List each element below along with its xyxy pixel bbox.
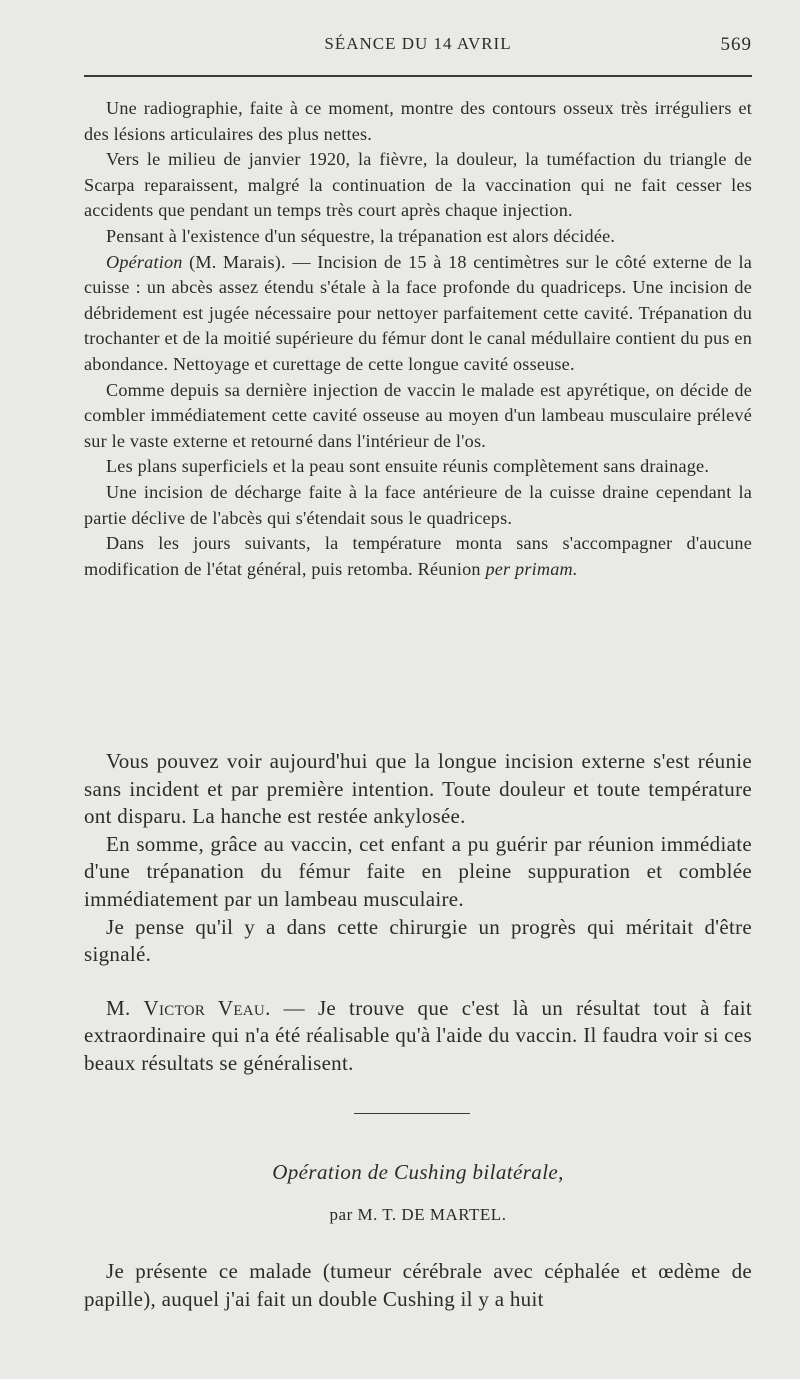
paragraph: Comme depuis sa dernière injection de vaccin le malade est apyrétique, on décide de combler immédiatement cette cavité osseuse au moyen d'un lambeau musculaire prélevé sur le vaste externe et retourné dans l'intérieur de l'os. bbox=[84, 379, 752, 451]
paragraph: Dans les jours suivants, la température monta sans s'accompagner d'aucune modification de l'état général, puis retomba. Réunion per primam. bbox=[84, 533, 752, 579]
veau-comment: M. Victor Veau. — Je trouve que c'est là un résultat tout à fait extraordinaire qui n'a été réalisable qu'à l'aide du vaccin. Il faudra voir si ces beaux résultats se généralisent. bbox=[84, 995, 753, 1075]
section-title: Opération de Cushing bilatérale, bbox=[272, 1160, 564, 1184]
final-block bbox=[84, 1258, 752, 1313]
running-header bbox=[84, 34, 752, 60]
section-separator bbox=[354, 1113, 470, 1114]
paragraph: Je pense qu'il y a dans cette chirurgie un progrès qui méritait d'être signalé. bbox=[84, 914, 752, 967]
page-number: 569 bbox=[720, 34, 752, 55]
section-author: par M. T. DE MARTEL. bbox=[329, 1205, 507, 1224]
paragraph: Vers le milieu de janvier 1920, la fièvre, la douleur, la tuméfaction du triangle de Scarpa reparaissent, malgré la continuation de la vaccination qui ne fait cesser les accidents que pendant un temps très court après chaque injection. bbox=[84, 149, 752, 221]
operation-paragraph bbox=[84, 250, 752, 378]
paragraph: Vous pouvez voir aujourd'hui que la longue incision externe s'est réunie sans incident et par première intention. Toute douleur et toute température ont disparu. La hanche est restée ankylosée. bbox=[84, 749, 752, 829]
header-rule bbox=[84, 75, 752, 77]
paragraph: Une incision de décharge faite à la face antérieure de la cuisse draine cependant la partie déclive de l'abcès qui s'étendait sous le quadriceps. bbox=[84, 481, 752, 528]
discussion-block bbox=[84, 748, 752, 1078]
speaker-name: Victor Veau bbox=[143, 995, 266, 1020]
case-report-block bbox=[84, 96, 752, 582]
operation-text: (M. Marais). — Incision de 15 à 18 centimètres sur le côté externe de la cuisse : un abcès assez étendu s'étale à la face profonde du quadriceps. Une incision de débridement est jugée nécessaire pour nettoyer parfaitement cette cavité. Trépanation du trochanter et de la moitié supérieure du fémur dont le canal médullaire contient du pus en abondance. Nettoyage et curettage de cette longue cavité osseuse. bbox=[84, 251, 752, 374]
paragraph: Je présente ce malade (tumeur cérébrale avec céphalée et œdème de papille), auquel j'ai fait un double Cushing il y a huit bbox=[84, 1259, 752, 1311]
header-title: SÉANCE DU 14 AVRIL bbox=[324, 34, 512, 53]
latin-phrase: per primam. bbox=[485, 558, 578, 579]
paragraph: Les plans superficiels et la peau sont ensuite réunis complètement sans drainage. bbox=[106, 456, 710, 477]
paragraph: Une radiographie, faite à ce moment, montre des contours osseux très irréguliers et des lésions articulaires des plus nettes. bbox=[84, 98, 752, 144]
paragraph: En somme, grâce au vaccin, cet enfant a pu guérir par réunion immédiate d'une trépanation du fémur faite en pleine suppuration et comblée immédiatement par un lambeau musculaire. bbox=[84, 831, 752, 911]
operation-label: Opération bbox=[106, 251, 183, 272]
paragraph: Pensant à l'existence d'un séquestre, la trépanation est alors décidée. bbox=[106, 225, 616, 246]
